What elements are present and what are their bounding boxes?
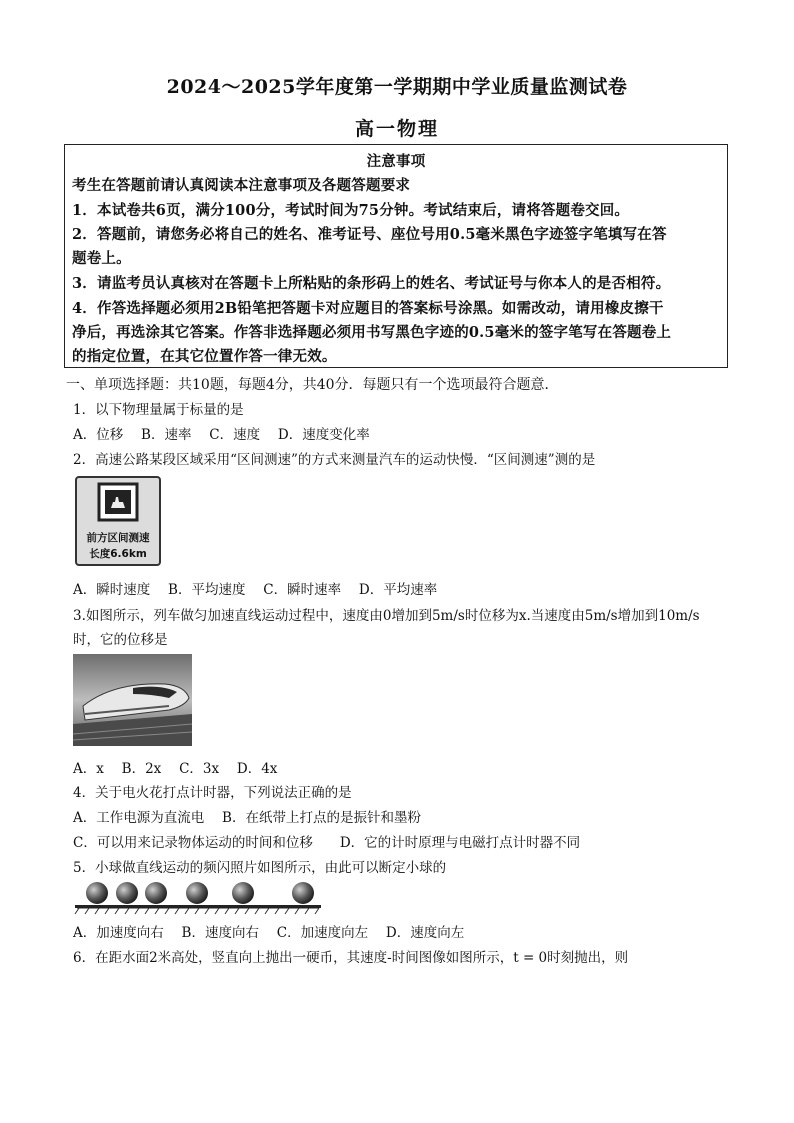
notice-item-3: 3．请监考员认真核对在答题卡上所粘贴的条形码上的姓名、考试证号与你本人的是否相符。 [72,275,671,292]
q3-stem-b: 时，它的位移是 [73,632,168,648]
exam-title: 2024～2025学年度第一学期期中学业质量监测试卷 [166,76,628,98]
q3-stem-a: 3.如图所示，列车做匀加速直线运动过程中，速度由0增加到5m/s时位移为x.当速度由5m/s增加到10m/s [73,608,700,624]
q4-stem: 4．关于电火花打点计时器，下列说法正确的是 [73,785,352,801]
train-photo [73,654,192,746]
notice-item-4a: 4．作答选择题必须用2B铅笔把答题卡对应题目的答案标号涂黑。如需改动，请用橡皮擦干 [72,300,664,317]
notice-item-4c: 的指定位置，在其它位置作答一律无效。 [72,348,337,365]
notice-item-2b: 题卷上。 [72,250,131,267]
q2-options: A．瞬时速度 B．平均速度 C．瞬时速率 D．平均速率 [73,582,438,598]
exam-subtitle: 高一物理 [354,118,439,140]
notice-intro: 考生在答题前请认真阅读本注意事项及各题答题要求 [72,177,411,194]
notice-item-2a: 2．答题前，请您务必将自己的姓名、准考证号、座位号用0.5毫米黑色字迹签字笔填写在答 [72,226,667,243]
q4-options-cd: C．可以用来记录物体运动的时间和位移 D．它的计时原理与电磁打点计时器不同 [73,835,581,851]
q2-stem: 2．高速公路某段区域采用“区间测速”的方式来测量汽车的运动快慢．“区间测速”测的是 [73,452,596,468]
sign-text-2: 长度6.6km [89,548,147,560]
speed-zone-sign [75,476,161,566]
section-heading: 一、单项选择题：共10题，每题4分，共40分．每题只有一个选项最符合题意． [66,377,559,393]
train-photo-graphic [73,654,192,746]
notice-title: 注意事项 [366,153,426,170]
notice-item-4b: 净后，再选涂其它答案。作答非选择题必须用书写黑色字迹的0.5毫米的签字笔写在答题卷上 [72,324,672,341]
strobe-photo-graphic [73,880,323,916]
q6-stem: 6．在距水面2米高处，竖直向上抛出一硬币，其速度-时间图像如图所示，t = 0时刻抛出，则 [73,950,629,966]
q5-options: A．加速度向右 B．速度向右 C．加速度向左 D．速度向左 [73,925,465,941]
sign-text-1: 前方区间测速 [86,532,150,544]
notice-box [64,144,728,368]
notice-item-1: 1．本试卷共6页，满分100分，考试时间为75分钟。考试结束后，请将答题卷交回。 [72,202,630,219]
q3-options: A．x B．2x C．3x D．4x [73,761,278,777]
strobe-photo [73,880,323,916]
q1-stem: 1．以下物理量属于标量的是 [73,402,244,418]
q5-stem: 5．小球做直线运动的频闪照片如图所示，由此可以断定小球的 [73,860,447,876]
q1-options: A．位移 B．速率 C．速度 D．速度变化率 [73,427,370,443]
q4-options-ab: A．工作电源为直流电 B．在纸带上打点的是振针和墨粉 [73,810,421,826]
